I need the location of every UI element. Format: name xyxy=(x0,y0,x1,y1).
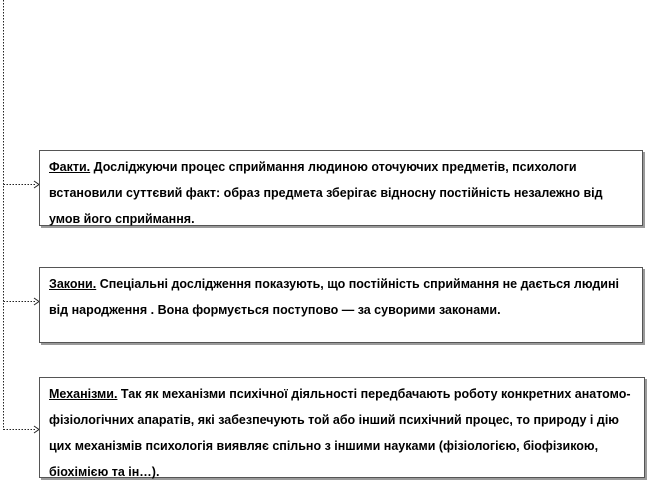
branch-arrow-laws xyxy=(4,298,40,305)
mechanisms-text: Так як механізми психічної діяльності передбачають роботу конкретних анатомо-фізіологічних апаратів, які забезпечують той або інший психічний процес, то природу і дію цих механізмів психологія виявляє спільно з іншими науками (фізіологією, біофізикою, біохімією та ін…). xyxy=(49,387,631,479)
branch-arrow-facts xyxy=(4,181,40,188)
facts-text: Досліджуючи процес сприймання людиною оточуючих предметів, психологи встановили суттєвий факт: образ предмета зберігає відносну постійність незалежно від умов його сприймання. xyxy=(49,160,603,226)
branch-arrow-mechanisms xyxy=(4,426,40,433)
facts-term: Факти. xyxy=(49,160,91,174)
mechanisms-term: Механізми. xyxy=(49,387,118,401)
laws-term: Закони. xyxy=(49,277,97,291)
mechanisms-block xyxy=(39,377,645,478)
laws-text: Спеціальні дослідження показують, що постійність сприймання не дається людині від народження . Вона формується поступово — за суворими законами. xyxy=(49,277,619,317)
facts-block xyxy=(39,150,643,226)
laws-block xyxy=(39,267,643,343)
